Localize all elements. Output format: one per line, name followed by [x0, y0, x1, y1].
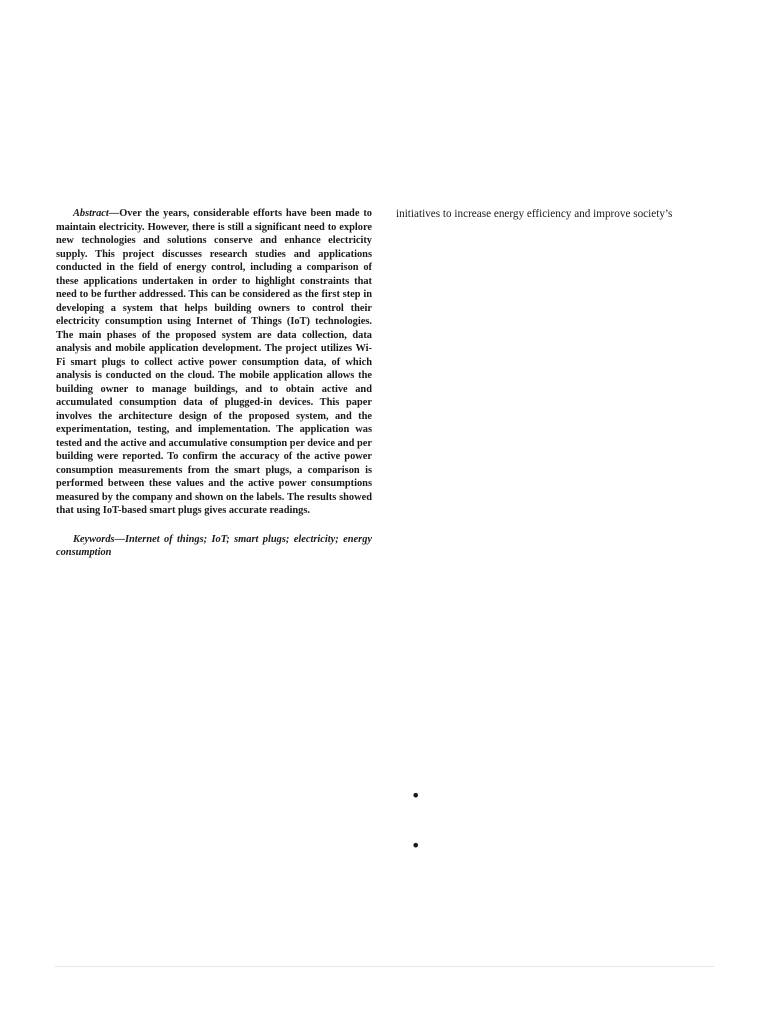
- bullet-point: •: [411, 836, 421, 855]
- left-column: [56, 207, 372, 560]
- right-column: [396, 207, 714, 221]
- abstract-heading: Abstract—: [73, 208, 120, 219]
- footer-divider: [55, 966, 714, 967]
- bullet-point: •: [411, 786, 421, 805]
- abstract-body: Over the years, considerable efforts have been made to maintain electricity. However, there is still a significant need to explore new technologies and solutions conserve and enhance electricity supply. This project discusses research studies and applications conducted in the field of energy control, including a comparison of these applications undertaken in order to highlight constraints that need to be further addressed. This can be considered as the first step in developing a system that helps building owners to control their electricity consumption using Internet of Things (IoT) technologies. The main phases of the proposed system are data collection, data analysis and mobile application development. The project utilizes Wi-Fi smart plugs to collect active power consumption data, of which analysis is conducted on the cloud. The mobile application allows the building owner to manage buildings, and to obtain active and accumulated consumption data of plugged-in devices. This paper involves the architecture design of the proposed system, and the experimentation, testing, and implementation. The application was tested and the active and accumulative consumption per device and per building were reported. To confirm the accuracy of the active power consumption measurements from the smart plugs, a comparison is performed between these values and the active power consumptions measured by the company and shown on the labels. The results showed that using IoT-based smart plugs gives accurate readings.: [56, 208, 372, 516]
- abstract-paragraph: [56, 207, 372, 518]
- keywords-paragraph: Keywords—Internet of things; IoT; smart plugs; electricity; energy consumption: [56, 533, 372, 558]
- right-column-text: initiatives to increase energy efficiency and improve society’s: [396, 208, 673, 220]
